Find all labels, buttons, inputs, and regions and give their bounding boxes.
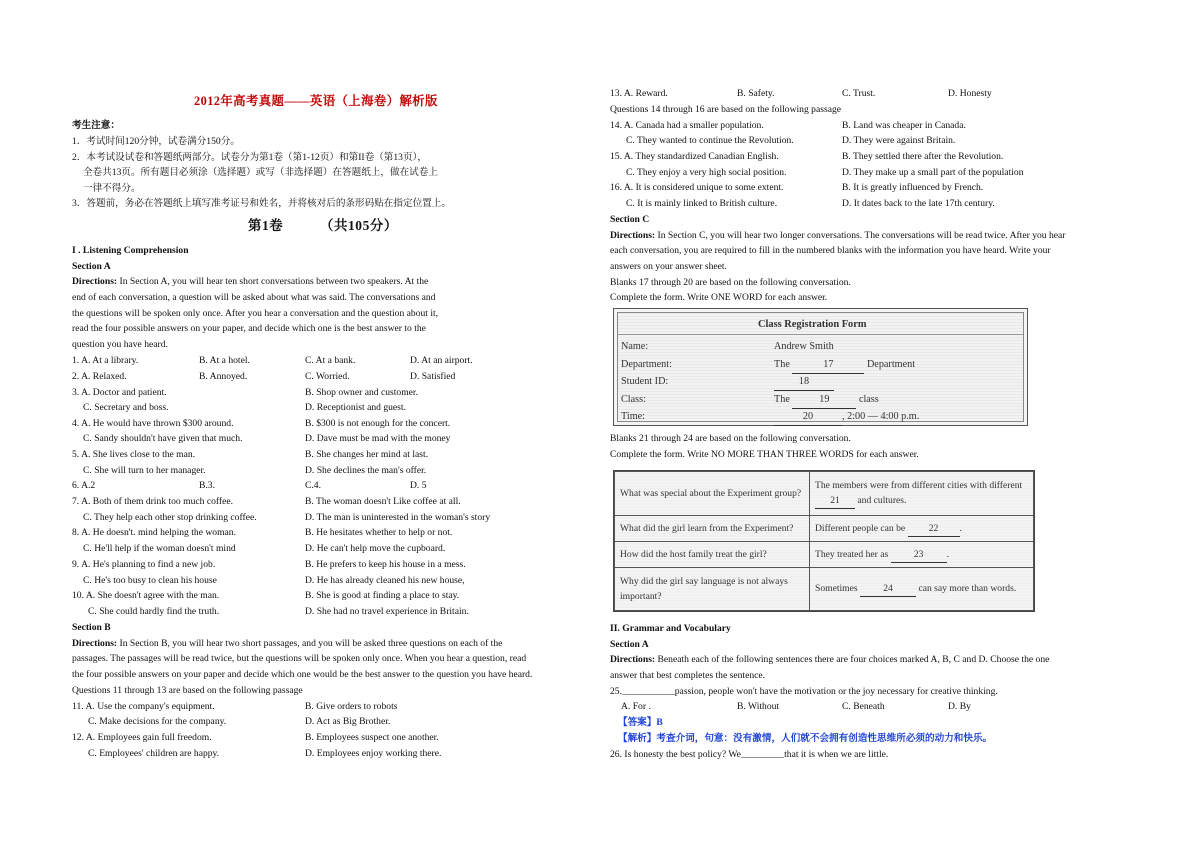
option: B. Shop owner and customer. (305, 387, 418, 398)
volume-score: （共105分） (320, 218, 398, 233)
form-value: The 19 class (774, 392, 879, 409)
option: 9. A. He's planning to find a new job. (72, 559, 216, 570)
option: C. They wanted to continue the Revolution. (626, 135, 794, 146)
option: D. Receptionist and guest. (305, 402, 406, 413)
option: C. She could hardly find the truth. (88, 606, 220, 617)
table-question: How did the host family treat the girl? (615, 542, 810, 568)
option: B. He prefers to keep his house in a mess. (305, 559, 466, 570)
blank-24[interactable]: 24 (860, 581, 916, 597)
option: 8. A. He doesn't. mind helping the woman. (72, 527, 237, 538)
section-heading: I . Listening Comprehension (72, 245, 189, 256)
option: 10. A. She doesn't agree with the man. (72, 590, 220, 601)
option: 5. A. She lives close to the man. (72, 449, 196, 460)
option: C. Worried. (305, 371, 350, 382)
option: C. Make decisions for the company. (88, 716, 227, 727)
section-b-label: Section B (72, 622, 111, 633)
table-row (615, 542, 1034, 568)
option: D. Act as Big Brother. (305, 716, 391, 727)
blank-21[interactable]: 21 (815, 493, 855, 509)
section-a-label: Section A (72, 261, 111, 272)
passage-intro: Questions 11 through 13 are based on the following passage (72, 685, 303, 696)
table-answer: They treated her as 23 . (810, 542, 1034, 568)
option: C. Beneath (842, 701, 885, 712)
form-instruction: Complete the form. Write ONE WORD for each answer. (610, 292, 828, 303)
notice-line: 一律不得分。 (83, 183, 141, 194)
option: D. It dates back to the late 17th century. (842, 198, 995, 209)
registration-form (613, 308, 1028, 426)
form-label: Student ID: (621, 376, 669, 387)
form-label: Department: (621, 359, 672, 370)
option: B. Safety. (737, 88, 775, 99)
blank-19[interactable]: 19 (792, 392, 856, 409)
table-row (615, 567, 1034, 610)
notice-line: 全卷共13页。所有题目必须涂（选择题）或写（非选择题）在答题纸上，做在试卷上 (83, 167, 438, 178)
form-value: The 17 Department (774, 357, 915, 374)
option: C. Trust. (842, 88, 876, 99)
blank-20[interactable]: 20 (774, 409, 842, 426)
form-divider (618, 334, 1023, 335)
option: D. Honesty (948, 88, 992, 99)
option: B. She is good at finding a place to stay. (305, 590, 460, 601)
form-instruction: Complete the form. Write NO MORE THAN THREE WORDS for each answer. (610, 449, 919, 460)
table-answer: The members were from different cities with different 21 and cultures. (810, 472, 1034, 516)
option: D. The man is uninterested in the woman's story (305, 512, 491, 523)
answer-label: 【答案】B (618, 717, 663, 728)
notice-line: 2．本考试设试卷和答题纸两部分。试卷分为第1卷（第1-12页）和第II卷（第13页）， (72, 152, 427, 163)
directions-b-line: the four possible answers on your paper and decide which one would be the best answer to the question you have heard. (72, 669, 533, 680)
option: D. They were against Britain. (842, 135, 956, 146)
table-question: What did the girl learn from the Experiment? (615, 516, 810, 542)
blank-23[interactable]: 23 (891, 547, 947, 563)
analysis-text: 【解析】考查介词，句意：没有激情，人们就不会拥有创造性思维所必须的动力和快乐。 (618, 733, 993, 744)
option: 13. A. Reward. (610, 88, 668, 99)
table-answer: Different people can be 22 . (810, 516, 1034, 542)
table-answer: Sometimes 24 can say more than words. (810, 567, 1034, 610)
option: B. Without (737, 701, 780, 712)
experiment-table (613, 470, 1035, 612)
option: C. Sandy shouldn't have given that much. (83, 433, 243, 444)
option: C. They enjoy a very high social position. (626, 167, 787, 178)
blanks-intro: Blanks 17 through 20 are based on the following conversation. (610, 277, 851, 288)
form-title: Class Registration Form (758, 319, 867, 330)
question-26: 26. Is honesty the best policy? We_________that it is when we are little. (610, 749, 889, 760)
directions-b-line: passages. The passages will be read twice, but the questions will be spoken only once. When you hear a question, read (72, 653, 527, 664)
option: B. Annoyed. (199, 371, 248, 382)
form-value (774, 374, 834, 391)
option: 4. A. He would have thrown $300 around. (72, 418, 234, 429)
directions-a-line: end of each conversation, a question will be asked about what was said. The conversations and (72, 292, 436, 303)
directions-ga-line: Directions: Beneath each of the following sentences there are four choices marked A, B, C and D. Choose the one (610, 654, 1050, 665)
option: B. They settled there after the Revolution. (842, 151, 1004, 162)
option: C. She will turn to her manager. (83, 465, 206, 476)
section-c-label: Section C (610, 214, 650, 225)
option: B. It is greatly influenced by French. (842, 182, 984, 193)
option: D. At an airport. (410, 355, 473, 366)
option: D. They make up a small part of the population (842, 167, 1024, 178)
blank-22[interactable]: 22 (908, 521, 960, 537)
option: 15. A. They standardized Canadian English. (610, 151, 779, 162)
directions-ga-line: answer that best completes the sentence. (610, 670, 766, 681)
option: B. The woman doesn't Like coffee at all. (305, 496, 461, 507)
option: 12. A. Employees gain full freedom. (72, 732, 212, 743)
option: 7. A. Both of them drink too much coffee. (72, 496, 234, 507)
option: 14. A. Canada had a smaller population. (610, 120, 764, 131)
option: D. By (948, 701, 971, 712)
option: 11. A. Use the company's equipment. (72, 701, 215, 712)
directions-a-line: read the four possible answers on your paper, and decide which one is the best answer to the (72, 323, 426, 334)
directions-a-line: question you have heard. (72, 339, 168, 350)
option: D. Dave must be mad with the money (305, 433, 451, 444)
option: B. He hesitates whether to help or not. (305, 527, 453, 538)
option: C. They help each other stop drinking coffee. (83, 512, 257, 523)
option: B. Land was cheaper in Canada. (842, 120, 966, 131)
section-heading: II. Grammar and Vocabulary (610, 623, 731, 634)
option: 1. A. At a library. (72, 355, 139, 366)
option: B. At a hotel. (199, 355, 250, 366)
option: C.4. (305, 480, 321, 491)
option: B. Employees suspect one another. (305, 732, 439, 743)
option: C. He's too busy to clean his house (83, 575, 217, 586)
option: D. Employees enjoy working there. (305, 748, 442, 759)
form-value: 20 , 2:00 — 4:00 p.m. (774, 409, 919, 426)
blanks-intro: Blanks 21 through 24 are based on the following conversation. (610, 433, 851, 444)
option: B. Give orders to robots (305, 701, 398, 712)
form-label: Time: (621, 411, 645, 422)
option: C. It is mainly linked to British culture. (626, 198, 778, 209)
section-a-label: Section A (610, 639, 649, 650)
option: D. 5 (410, 480, 427, 491)
notice-line: 1．考试时间120分钟，试卷满分150分。 (72, 136, 240, 147)
notice-title: 考生注意： (72, 120, 120, 131)
option: D. She had no travel experience in Britain. (305, 606, 469, 617)
directions-c-line: each conversation, you are required to fill in the numbered blanks with the information you have heard. Write your (610, 245, 1051, 256)
form-value: Andrew Smith (774, 341, 834, 352)
option: 6. A.2 (72, 480, 96, 491)
option: D. He can't help move the cupboard. (305, 543, 446, 554)
option: C. He'll help if the woman doesn't mind (83, 543, 236, 554)
notice-line: 3．答题前，务必在答题纸上填写准考证号和姓名，并将核对后的条形码贴在指定位置上。 (72, 198, 451, 209)
form-label: Class: (621, 394, 646, 405)
option: 2. A. Relaxed. (72, 371, 127, 382)
directions-a-line: the questions will be spoken only once. After you hear a conversation and the question about it, (72, 308, 439, 319)
option: 3. A. Doctor and patient. (72, 387, 167, 398)
table-row (615, 516, 1034, 542)
form-label: Name: (621, 341, 649, 352)
blank-18[interactable]: 18 (774, 374, 834, 391)
directions-c-line: Directions: In Section C, you will hear two longer conversations. The conversations will be read twice. After you hear (610, 230, 1066, 241)
option: C. Secretary and boss. (83, 402, 169, 413)
option: D. She declines the man's offer. (305, 465, 427, 476)
table-question: What was special about the Experiment group? (615, 472, 810, 516)
option: D. Satisfied (410, 371, 456, 382)
table-row (615, 472, 1034, 516)
exam-title: 2012年高考真题——英语（上海卷）解析版 (194, 94, 438, 108)
directions-a-line: Directions: In Section A, you will hear ten short conversations between two speakers. At the (72, 276, 429, 287)
table-question: Why did the girl say language is not always important? (615, 567, 810, 610)
question-25: 25.___________passion, people won't have the motivation or the joy necessary for creative thinking. (610, 686, 998, 697)
option: B. $300 is not enough for the concert. (305, 418, 451, 429)
passage-intro: Questions 14 through 16 are based on the following passage (610, 104, 842, 115)
directions-b-line: Directions: In Section B, you will hear two short passages, and you will be asked three questions on each of the (72, 638, 503, 649)
option: C. At a bank. (305, 355, 356, 366)
option: A. For . (621, 701, 651, 712)
option: 16. A. It is considered unique to some extent. (610, 182, 784, 193)
volume-label: 第1卷 (248, 218, 284, 233)
directions-c-line: answers on your answer sheet. (610, 261, 727, 272)
option: B. She changes her mind at last. (305, 449, 429, 460)
option: C. Employees' children are happy. (88, 748, 220, 759)
option: D. He has already cleaned his new house, (305, 575, 465, 586)
blank-17[interactable]: 17 (792, 357, 864, 374)
option: B.3. (199, 480, 215, 491)
